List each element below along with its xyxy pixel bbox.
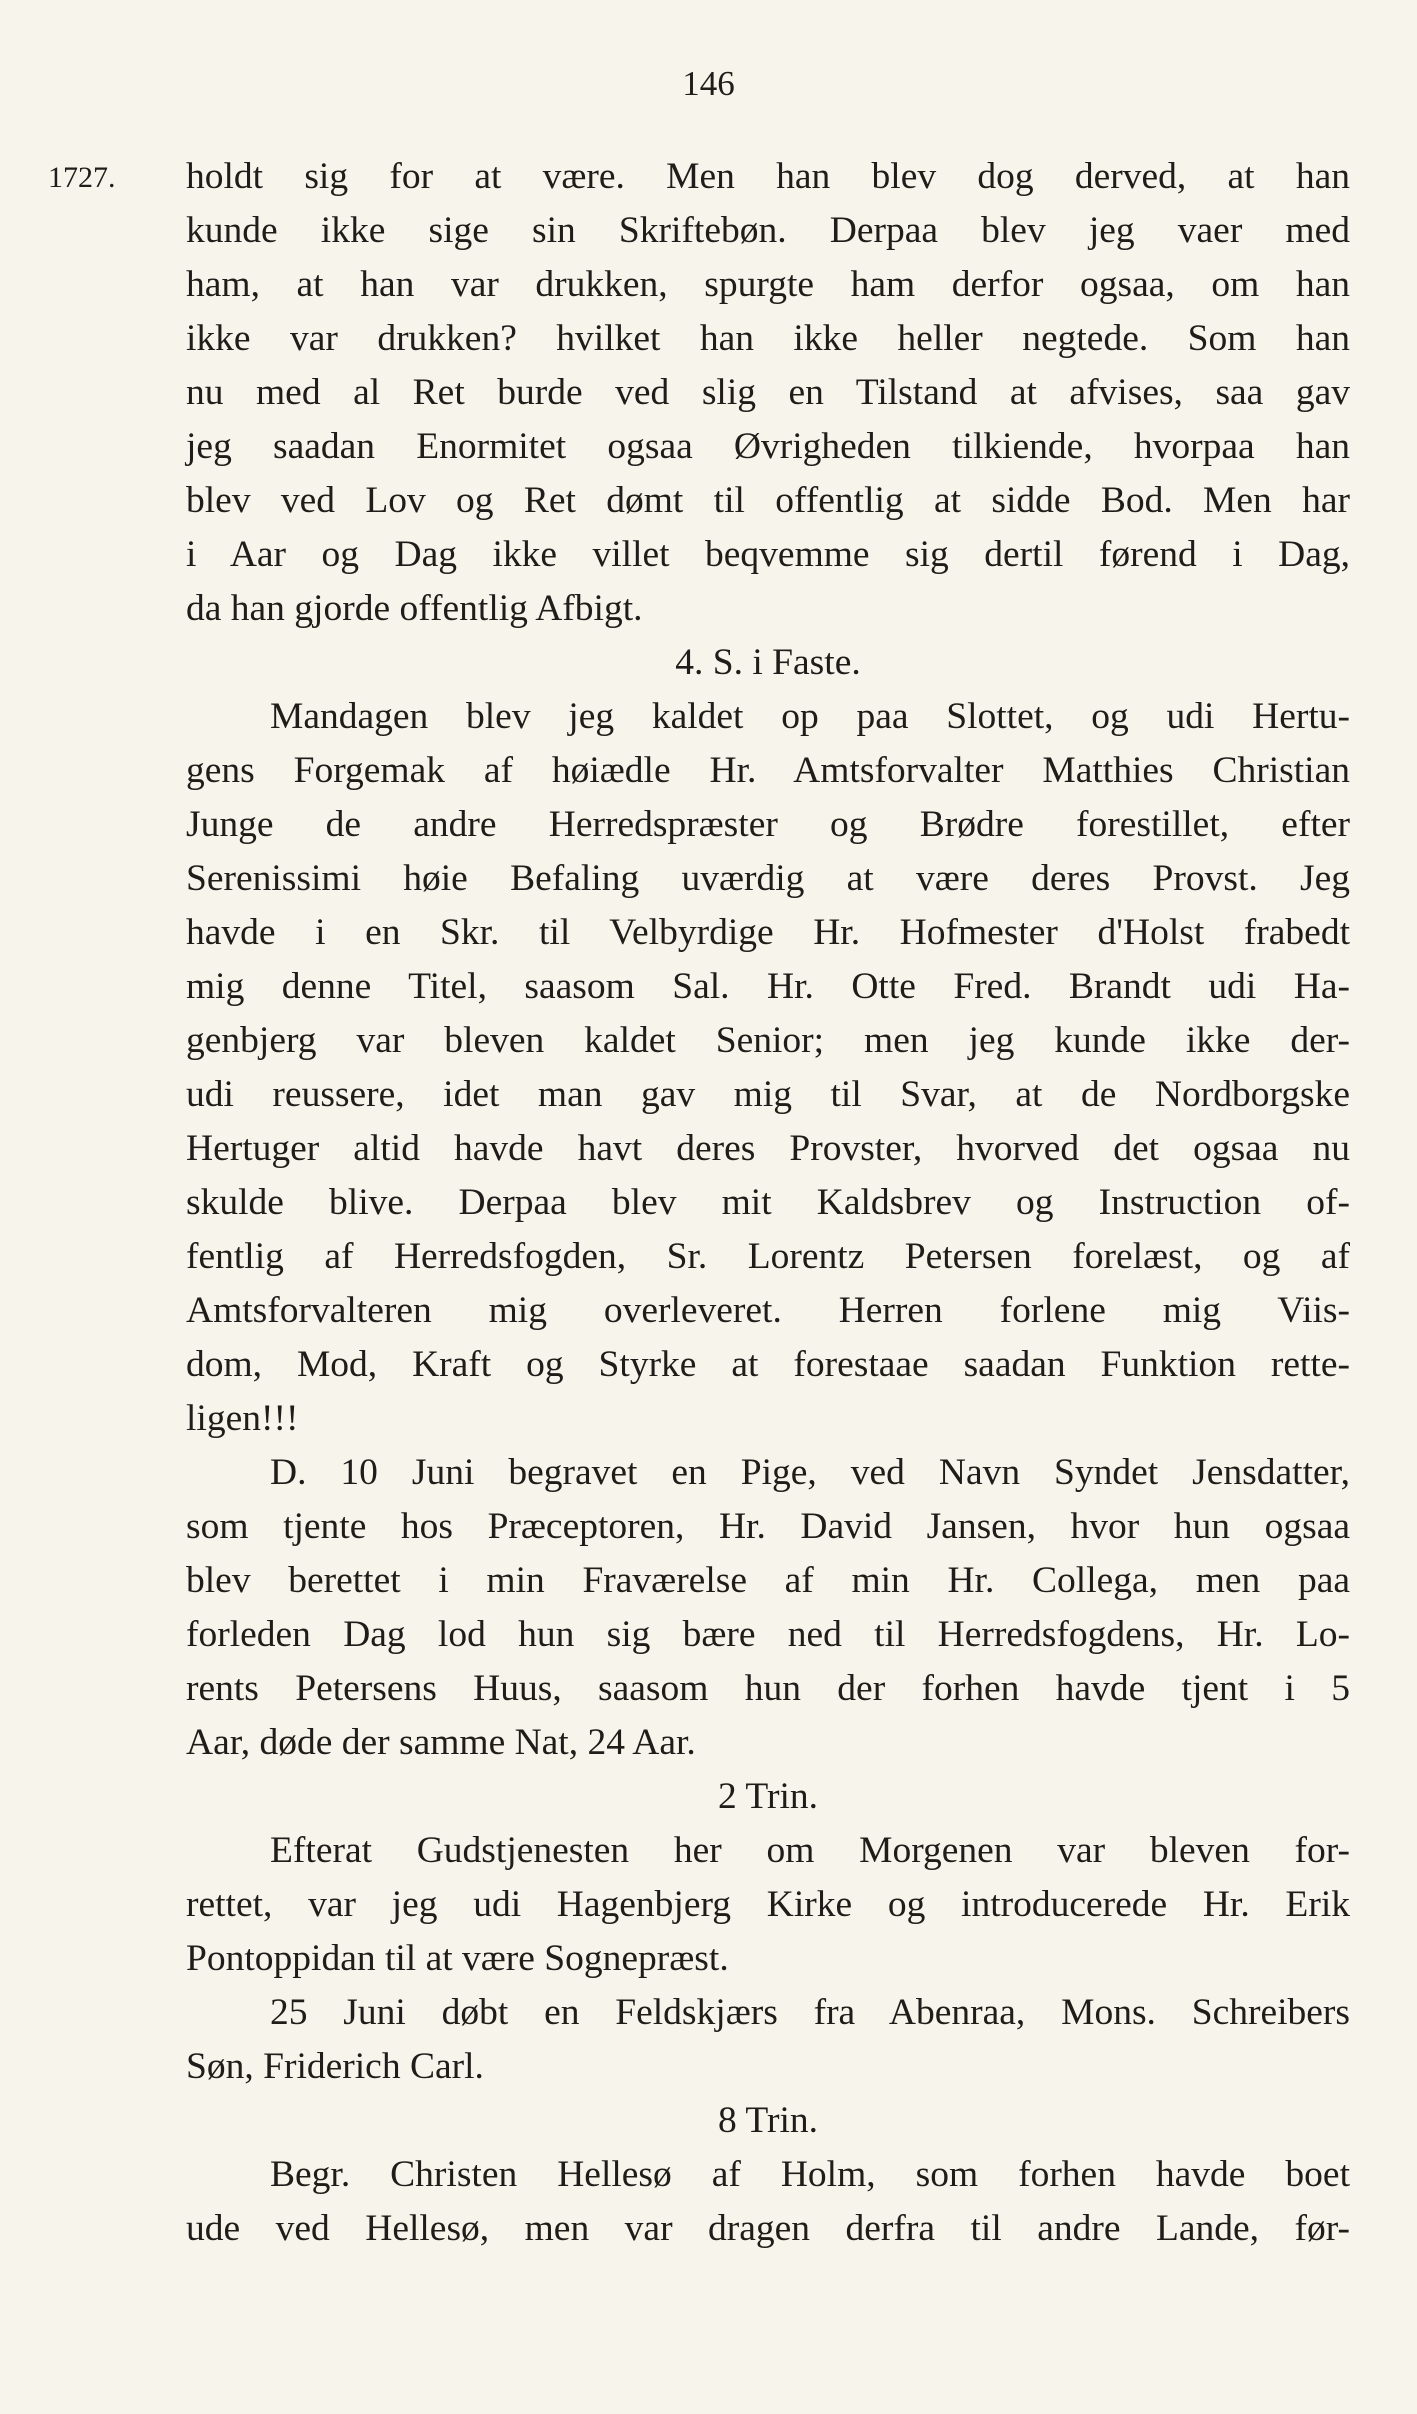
text-line: mig denne Titel, saasom Sal. Hr. Otte Fred. Brandt udi Ha- xyxy=(186,966,1350,1007)
section-heading: 8 Trin. xyxy=(717,2100,819,2141)
text-line: Mandagen blev jeg kaldet op paa Slottet, og udi Hertu- xyxy=(270,696,1350,737)
text-line: blev ved Lov og Ret dømt til offentlig at sidde Bod. Men har xyxy=(186,480,1350,521)
text-line: Junge de andre Herredspræster og Brødre forestillet, efter xyxy=(186,804,1350,845)
text-line: ude ved Hellesø, men var dragen derfra til andre Lande, før- xyxy=(186,2208,1350,2249)
text-line: forleden Dag lod hun sig bære ned til Herredsfogdens, Hr. Lo- xyxy=(186,1614,1350,1655)
text-line: ham, at han var drukken, spurgte ham derfor ogsaa, om han xyxy=(186,264,1350,305)
text-line: i Aar og Dag ikke villet beqvemme sig dertil førend i Dag, xyxy=(186,534,1350,575)
text-line: Aar, døde der samme Nat, 24 Aar. xyxy=(186,1722,696,1763)
text-line: udi reussere, idet man gav mig til Svar, at de Nordborgske xyxy=(186,1074,1350,1115)
text-line: holdt sig for at være. Men han blev dog derved, at han xyxy=(186,156,1350,197)
text-line: genbjerg var bleven kaldet Senior; men jeg kunde ikke der- xyxy=(186,1020,1350,1061)
page-number: 146 xyxy=(682,64,735,103)
text-line: jeg saadan Enormitet ogsaa Øvrigheden tilkiende, hvorpaa han xyxy=(186,426,1350,467)
text-line: ligen!!! xyxy=(186,1398,299,1439)
text-line: Hertuger altid havde havt deres Provster, hvorved det ogsaa nu xyxy=(186,1128,1350,1169)
text-line: havde i en Skr. til Velbyrdige Hr. Hofmester d'Holst frabedt xyxy=(186,912,1350,953)
text-line: Begr. Christen Hellesø af Holm, som forhen havde boet xyxy=(270,2154,1350,2195)
text-line: dom, Mod, Kraft og Styrke at forestaae saadan Funktion rette- xyxy=(186,1344,1350,1385)
text-line: Søn, Friderich Carl. xyxy=(186,2046,484,2087)
text-line: blev berettet i min Fraværelse af min Hr. Collega, men paa xyxy=(186,1560,1350,1601)
text-line: som tjente hos Præceptoren, Hr. David Jansen, hvor hun ogsaa xyxy=(186,1506,1350,1547)
text-line: rettet, var jeg udi Hagenbjerg Kirke og introducerede Hr. Erik xyxy=(186,1884,1350,1925)
text-line: fentlig af Herredsfogden, Sr. Lorentz Petersen forelæst, og af xyxy=(186,1236,1350,1277)
section-heading: 4. S. i Faste. xyxy=(675,642,861,683)
text-line: Pontoppidan til at være Sognepræst. xyxy=(186,1938,729,1979)
margin-year: 1727. xyxy=(48,161,116,194)
text-line: Serenissimi høie Befaling uværdig at være deres Provst. Jeg xyxy=(186,858,1350,899)
text-line: D. 10 Juni begravet en Pige, ved Navn Syndet Jensdatter, xyxy=(270,1452,1350,1493)
text-line: Efterat Gudstjenesten her om Morgenen var bleven for- xyxy=(270,1830,1350,1871)
text-line: nu med al Ret burde ved slig en Tilstand at afvises, saa gav xyxy=(186,372,1350,413)
section-heading: 2 Trin. xyxy=(717,1776,819,1817)
text-line: kunde ikke sige sin Skriftebøn. Derpaa blev jeg vaer med xyxy=(186,210,1350,251)
text-line: rents Petersens Huus, saasom hun der forhen havde tjent i 5 xyxy=(186,1668,1350,1709)
body-text xyxy=(186,150,1350,2256)
text-line: da han gjorde offentlig Afbigt. xyxy=(186,588,643,629)
text-line: skulde blive. Derpaa blev mit Kaldsbrev og Instruction of- xyxy=(186,1182,1350,1223)
text-line: 25 Juni døbt en Feldskjærs fra Abenraa, Mons. Schreibers xyxy=(270,1992,1350,2033)
text-line: Amtsforvalteren mig overleveret. Herren forlene mig Viis- xyxy=(186,1290,1350,1331)
text-line: gens Forgemak af høiædle Hr. Amtsforvalter Matthies Christian xyxy=(186,750,1350,791)
text-line: ikke var drukken? hvilket han ikke heller negtede. Som han xyxy=(186,318,1350,359)
